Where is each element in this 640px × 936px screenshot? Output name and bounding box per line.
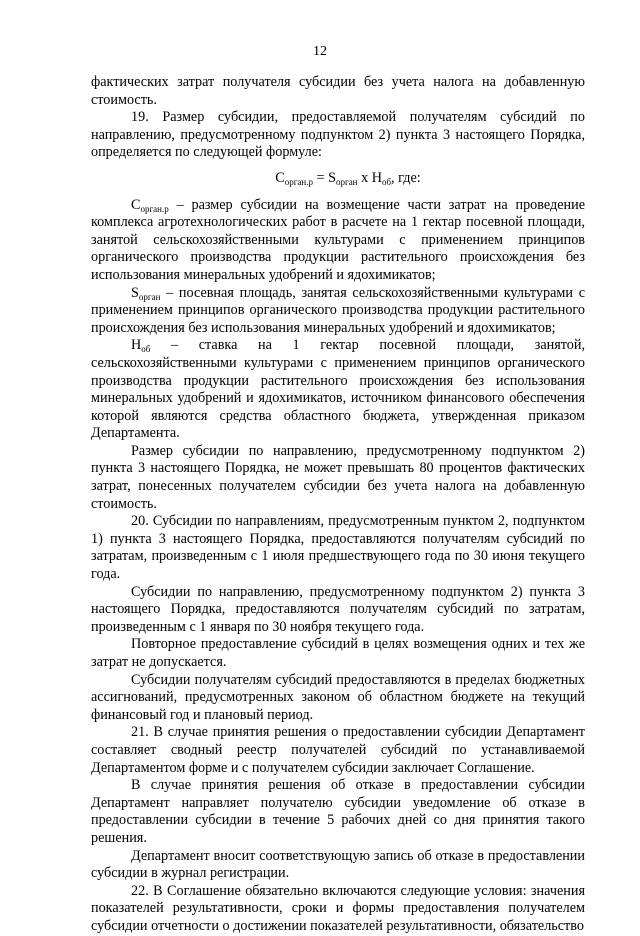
paragraph: 20. Субсидии по направлениям, предусмотренным пунктом 2, подпунктом 1) пункта 3 настоящего Порядка, предоставляются получателям субсидий по затратам, произведенным с 1 июля предшествующего года по 30 июня текущего года. bbox=[91, 513, 585, 583]
paragraph: 22. В Соглашение обязательно включаются следующие условия: значения показателей результативности, сроки и формы предоставления получателем субсидии отчетности о достижении показателей результативности, обязательство bbox=[91, 882, 585, 934]
paragraph: Департамент вносит соответствующую запись об отказе в предоставлении субсидии в журнал регистрации. bbox=[91, 847, 585, 882]
formula: $C_{орган.р} = S_{орган}$ x $H_{об}$, где: bbox=[275, 169, 421, 187]
paragraph: Субсидии по направлению, предусмотренному подпунктом 2) пункта 3 настоящего Порядка, предоставляются получателям субсидий по затратам, произведенным с 1 января по 30 ноября текущего года. bbox=[91, 583, 585, 635]
paragraph: 19. Размер субсидии, предоставляемой получателям субсидий по направлению, предусмотренному подпунктом 2) пункта 3 настоящего Порядка, определяется по следующей формуле: bbox=[91, 109, 585, 161]
paragraph: $C_{орган.р}$ – размер субсидии на возмещение части затрат на проведение комплекса агротехнологических работ в расчете на 1 гектар посевной площади, занятой сельскохозяйственными культурами с применением принципов органического производства продукции растительного происхождения без использования минеральных удобрений и ядохимикатов; bbox=[91, 196, 585, 283]
paragraph: В случае принятия решения об отказе в предоставлении субсидии Департамент направляет получателю субсидии уведомление об отказе в предоставлении субсидии в течение 5 рабочих дней со дня принятия такого решения. bbox=[91, 777, 585, 846]
paragraph: 21. В случае принятия решения о предоставлении субсидии Департамент составляет сводный реестр получателей субсидий по устанавливаемой Департаментом форме и с получателем субсидии заключает Соглашение. bbox=[91, 724, 585, 776]
paragraph: Размер субсидии по направлению, предусмотренному подпунктом 2) пункта 3 настоящего Порядка, не может превышать 80 процентов фактических затрат, понесенных получателем субсидии без учета налога на добавленную стоимость. bbox=[91, 442, 585, 512]
page-number: 12 bbox=[313, 44, 327, 59]
paragraph: $H_{об}$ – ставка на 1 гектар посевной площади, занятой, сельскохозяйственными культурами с применением принципов органического производства продукции растительного происхождения без использования минеральных удобрений и ядохимикатов, источником финансового обеспечения которой являются средства областного бюджета, утвержденная приказом Департамента. bbox=[91, 337, 585, 442]
paragraph: фактических затрат получателя субсидии без учета налога на добавленную стоимость. bbox=[91, 74, 585, 108]
paragraph: $S_{орган}$ – посевная площадь, занятая сельскохозяйственными культурами с применением принципов органического производства продукции растительного происхождения без использования минеральных удобрений и ядохимикатов; bbox=[91, 284, 585, 336]
document-body bbox=[91, 74, 585, 936]
paragraph: Субсидии получателям субсидий предоставляются в пределах бюджетных ассигнований, предусмотренных законом об областном бюджете на текущий финансовый год и плановый период. bbox=[91, 671, 585, 723]
paragraph: Повторное предоставление субсидий в целях возмещения одних и тех же затрат не допускается. bbox=[91, 636, 585, 670]
